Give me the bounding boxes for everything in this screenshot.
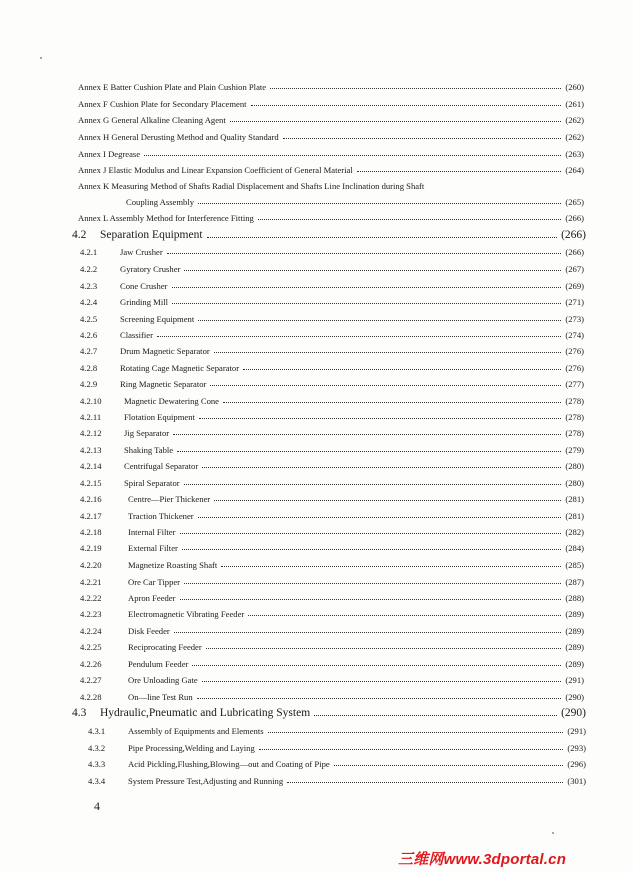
dot-leader [270,88,561,89]
toc-entry-4-2-25[interactable] [80,643,584,652]
toc-entry-title: Ore Car Tipper [128,577,181,587]
toc-entry-title: Jig Separator [124,428,170,438]
toc-entry-number: 4.2.6 [80,330,98,340]
toc-entry-page: (280) [565,478,584,488]
toc-entry-page: (289) [565,626,584,636]
toc-entry-title: Flotation Equipment [124,412,195,422]
toc-entry-number: 4.2.4 [80,297,98,307]
dot-leader [314,715,557,716]
toc-entry-number: 4.2.5 [80,314,98,324]
toc-section-4-3[interactable] [72,708,586,720]
dot-leader [230,121,562,122]
toc-entry-number: 4.2.15 [80,478,102,488]
toc-entry-4-3-3[interactable] [88,760,586,769]
dot-leader [202,467,561,468]
toc-entry-title: Screening Equipment [120,314,195,324]
toc-entry-4-2-23[interactable] [80,610,584,619]
toc-section-title: Separation Equipment [100,229,203,241]
toc-entry-number: 4.2.14 [80,461,102,471]
dot-leader [172,303,561,304]
toc-entry-title: Annex J Elastic Modulus and Linear Expansion Coefficient of General Material [78,165,353,175]
toc-entry-page: (264) [565,165,584,175]
dot-leader [157,336,561,337]
dot-leader [198,517,562,518]
toc-entry-4-2-21[interactable] [80,578,584,587]
toc-entry-number: 4.2.8 [80,363,98,373]
toc-entry-4-2-16[interactable] [80,495,584,504]
toc-entry-page: (266) [565,247,584,257]
toc-entry-number: 4.2.13 [80,445,102,455]
toc-entry-number: 4.2.1 [80,247,98,257]
toc-entry-4-2-2[interactable] [80,265,584,274]
toc-entry-page: (274) [565,330,584,340]
scan-speck [552,832,554,834]
toc-entry-4-2-3[interactable] [80,282,584,291]
toc-entry-number: 4.2.16 [80,494,102,504]
dot-leader [199,418,561,419]
dot-leader [268,732,564,733]
toc-entry-title: On—line Test Run [128,692,193,702]
dot-leader [184,484,562,485]
dot-leader [184,583,561,584]
toc-entry-number: 4.2.17 [80,511,102,521]
toc-entry-page: (282) [565,527,584,537]
toc-entry-number: 4.3.1 [88,726,106,736]
dot-leader [210,385,561,386]
toc-entry-4-2-11[interactable] [80,413,584,422]
toc-annex-l[interactable] [78,214,584,223]
toc-entry-title: Centrifugal Separator [124,461,199,471]
toc-entry-page: (289) [565,609,584,619]
dot-leader [221,566,561,567]
dot-leader [251,105,562,106]
toc-entry-title: Centre—Pier Thickener [128,494,211,504]
toc-entry-number: 4.2.20 [80,560,102,570]
toc-entry-title: Classifier [120,330,153,340]
toc-entry-number: 4.2.10 [80,396,102,406]
toc-entry-page: (271) [565,297,584,307]
dot-leader [197,698,562,699]
toc-entry-4-2-22[interactable] [80,594,584,603]
dot-leader [174,632,562,633]
toc-entry-title: Ring Magnetic Separator [120,379,207,389]
toc-section-number: 4.2 [72,229,87,241]
toc-entry-page: (262) [565,132,584,142]
toc-annex-f[interactable] [78,100,584,109]
toc-entry-4-2-20[interactable] [80,561,584,570]
toc-entry-number: 4.3.4 [88,776,106,786]
toc-entry-page: (284) [565,543,584,553]
toc-entry-number: 4.2.19 [80,543,102,553]
toc-section-number: 4.3 [72,707,87,719]
dot-leader [192,665,561,666]
toc-entry-4-2-6[interactable] [80,331,584,340]
toc-entry-4-2-1[interactable] [80,248,584,257]
toc-entry-number: 4.2.12 [80,428,102,438]
toc-entry-number: 4.2.7 [80,346,98,356]
toc-annex-k-continuation[interactable] [126,198,584,207]
toc-entry-title: Annex G General Alkaline Cleaning Agent [78,115,226,125]
toc-entry-title: Drum Magnetic Separator [120,346,210,356]
dot-leader [334,765,564,766]
toc-entry-page: (260) [565,82,584,92]
dot-leader [283,138,562,139]
scan-speck [40,57,42,59]
toc-entry-title: Magnetize Roasting Shaft [128,560,218,570]
dot-leader [357,171,562,172]
toc-entry-title: Annex I Degrease [78,149,141,159]
toc-entry-page: (276) [565,363,584,373]
toc-annex-g[interactable] [78,116,584,125]
toc-entry-number: 4.2.25 [80,642,102,652]
dot-leader [258,219,562,220]
toc-entry-title: Gyratory Crusher [120,264,181,274]
toc-entry-page: (281) [565,511,584,521]
toc-entry-page: (263) [565,149,584,159]
toc-entry-4-2-10[interactable] [80,397,584,406]
toc-entry-4-2-17[interactable] [80,512,584,521]
toc-entry-title-continuation: Coupling Assembly [126,197,195,207]
dot-leader [223,402,561,403]
toc-entry-page: (278) [565,428,584,438]
toc-entry-page: (301) [567,776,586,786]
toc-entry-title: System Pressure Test,Adjusting and Running [128,776,284,786]
toc-entry-number: 4.2.18 [80,527,102,537]
toc-section-title: Hydraulic,Pneumatic and Lubricating System [100,707,311,719]
toc-section-page: (266) [561,229,586,241]
toc-entry-4-2-7[interactable] [80,347,584,356]
toc-entry-title: External Filter [128,543,178,553]
dot-leader [167,253,562,254]
toc-entry-number: 4.2.3 [80,281,98,291]
toc-entry-4-2-18[interactable] [80,528,584,537]
toc-entry-page: (281) [565,494,584,504]
dot-leader [202,681,562,682]
toc-entry-4-2-15[interactable] [80,479,584,488]
toc-entry-page: (289) [565,642,584,652]
toc-entry-title: Pendulum Feeder [128,659,189,669]
toc-entry-number: 4.2.2 [80,264,98,274]
toc-entry-title: Spiral Separator [124,478,180,488]
toc-entry-4-3-4[interactable] [88,777,586,786]
toc-annex-i[interactable] [78,150,584,159]
toc-entry-title: Traction Thickener [128,511,194,521]
toc-entry-title: Ore Unloading Gate [128,675,198,685]
toc-entry-page: (276) [565,346,584,356]
toc-entry-title: Reciprocating Feeder [128,642,202,652]
toc-entry-page: (288) [565,593,584,603]
toc-entry-number: 4.2.22 [80,593,102,603]
toc-entry-number: 4.2.26 [80,659,102,669]
toc-entry-4-2-9[interactable] [80,380,584,389]
toc-entry-page: (266) [565,213,584,223]
toc-entry-page: (267) [565,264,584,274]
dot-leader [207,237,558,238]
dot-leader [198,203,561,204]
toc-entry-page: (291) [565,675,584,685]
toc-entry-number: 4.2.21 [80,577,102,587]
toc-entry-title: Rotating Cage Magnetic Separator [120,363,240,373]
dot-leader [214,352,562,353]
toc-entry-page: (287) [565,577,584,587]
dot-leader [248,615,561,616]
toc-annex-h[interactable] [78,133,584,142]
page-number: 4 [94,799,100,813]
dot-leader [177,451,561,452]
toc-entry-4-3-2[interactable] [88,744,586,753]
toc-annex-j[interactable] [78,166,584,175]
toc-entry-number: 4.2.9 [80,379,98,389]
dot-leader [172,287,562,288]
toc-section-page: (290) [561,707,586,719]
toc-entry-title: Annex F Cushion Plate for Secondary Placement [78,99,247,109]
dot-leader [144,155,561,156]
dot-leader [182,549,561,550]
toc-entry-4-2-12[interactable] [80,429,584,438]
toc-entry-number: 4.2.28 [80,692,102,702]
toc-entry-page: (296) [567,759,586,769]
dot-leader [287,782,563,783]
toc-entry-page: (269) [565,281,584,291]
toc-entry-title: Annex E Batter Cushion Plate and Plain Cushion Plate [78,82,267,92]
toc-entry-number: 4.2.27 [80,675,102,685]
toc-entry-page: (279) [565,445,584,455]
toc-entry-page: (273) [565,314,584,324]
toc-entry-title: Grinding Mill [120,297,168,307]
toc-entry-4-2-14[interactable] [80,462,584,471]
dot-leader [206,648,562,649]
toc-entry-page: (278) [565,412,584,422]
toc-entry-page: (265) [565,197,584,207]
toc-entry-4-2-28[interactable] [80,693,584,702]
toc-entry-title: Disk Feeder [128,626,170,636]
toc-entry-title: Internal Filter [128,527,176,537]
toc-section-4-2[interactable] [72,230,586,242]
dot-leader [184,270,561,271]
toc-entry-4-2-24[interactable] [80,627,584,636]
toc-entry-title: Annex L Assembly Method for Interference Fitting [78,213,254,223]
dot-leader [259,749,564,750]
toc-entry-page: (261) [565,99,584,109]
toc-entry-4-2-13[interactable] [80,446,584,455]
toc-entry-page: (291) [567,726,586,736]
toc-annex-k-title[interactable] [78,182,424,191]
toc-entry-title: Cone Crusher [120,281,168,291]
toc-entry-page: (278) [565,396,584,406]
toc-entry-4-2-4[interactable] [80,298,584,307]
toc-entry-4-2-5[interactable] [80,315,584,324]
dot-leader [243,369,561,370]
toc-entry-title: Annex K Measuring Method of Shafts Radial Displacement and Shafts Line Inclination during Shaft [78,181,425,191]
toc-annex-e[interactable] [78,83,584,92]
toc-entry-number: 4.2.11 [80,412,102,422]
toc-entry-title: Electromagnetic Vibrating Feeder [128,609,245,619]
toc-entry-title: Shaking Table [124,445,174,455]
toc-entry-title: Assembly of Equipments and Elements [128,726,264,736]
toc-entry-4-2-27[interactable] [80,676,584,685]
dot-leader [180,533,562,534]
dot-leader [180,599,562,600]
toc-entry-title: Jaw Crusher [120,247,163,257]
toc-entry-page: (285) [565,560,584,570]
toc-entry-page: (277) [565,379,584,389]
dot-leader [214,500,561,501]
dot-leader [198,320,561,321]
toc-entry-4-2-8[interactable] [80,364,584,373]
toc-entry-number: 4.3.3 [88,759,106,769]
toc-entry-title: Pipe Processing,Welding and Laying [128,743,255,753]
watermark-text: 三维网www.3dportal.cn [398,851,567,868]
toc-entry-number: 4.3.2 [88,743,106,753]
toc-entry-number: 4.2.23 [80,609,102,619]
toc-entry-title: Magnetic Dewatering Cone [124,396,219,406]
toc-entry-page: (290) [565,692,584,702]
toc-entry-title: Acid Pickling,Flushing,Blowing—out and Coating of Pipe [128,759,330,769]
toc-entry-4-3-1[interactable] [88,727,586,736]
toc-entry-number: 4.2.24 [80,626,102,636]
dot-leader [173,434,561,435]
toc-entry-page: (289) [565,659,584,669]
toc-entry-4-2-26[interactable] [80,660,584,669]
toc-entry-title: Annex H General Derusting Method and Quality Standard [78,132,279,142]
toc-entry-page: (280) [565,461,584,471]
toc-entry-page: (262) [565,115,584,125]
toc-entry-page: (293) [567,743,586,753]
toc-entry-4-2-19[interactable] [80,544,584,553]
toc-entry-title: Apron Feeder [128,593,176,603]
